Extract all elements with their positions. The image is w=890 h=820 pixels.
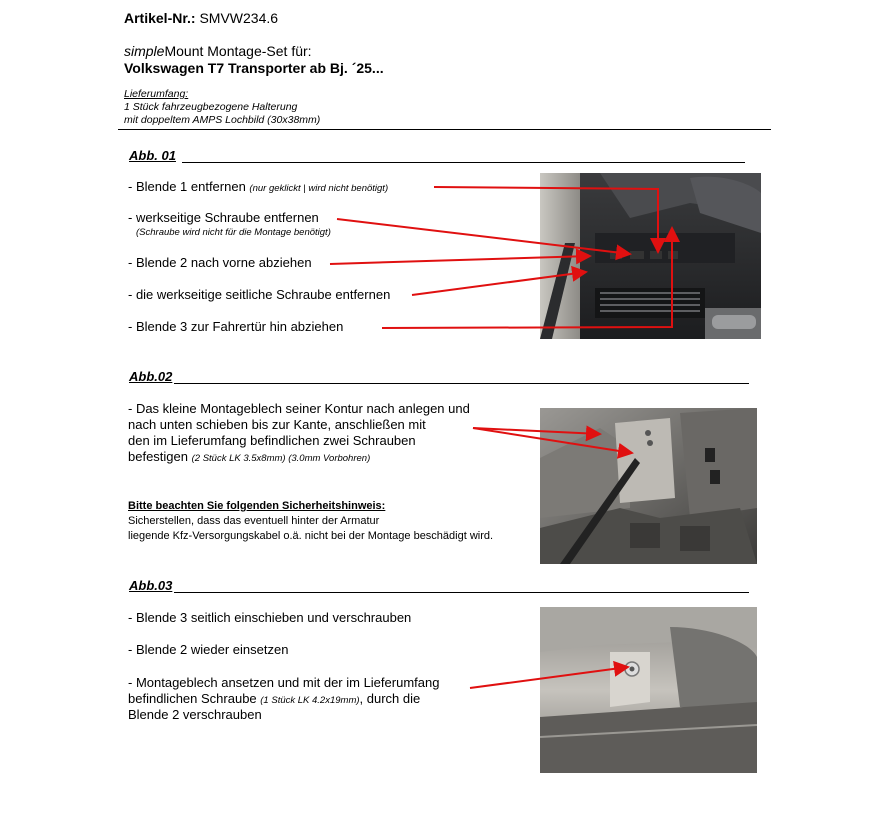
section-3-title: Abb.03 — [129, 578, 173, 593]
step-2-line-2: nach unten schieben bis zur Kante, anschließen mit — [128, 417, 426, 432]
brand-rest: Mount Montage-Set für: — [164, 43, 312, 59]
section-2-rule — [174, 383, 749, 384]
step-1-5: - Blende 3 zur Fahrertür hin abziehen — [128, 319, 344, 334]
bracket-photo-drawing — [540, 408, 757, 564]
scope-line-2: mit doppeltem AMPS Lochbild (30x38mm) — [124, 114, 321, 126]
dashboard-photo-drawing — [540, 173, 761, 339]
article-value: SMVW234.6 — [199, 10, 279, 26]
step-3-3-line-1: - Montageblech ansetzen und mit der im Lieferumfang — [128, 675, 440, 690]
step-1-1-text: - Blende 1 entfernen — [128, 179, 250, 194]
safety-notice-line-2: liegende Kfz-Versorgungskabel o.ä. nicht bei der Montage beschädigt wird. — [128, 530, 494, 542]
section-1-rule — [182, 162, 745, 163]
product-name — [124, 43, 312, 59]
step-2-line-3: den im Lieferumfang befindlichen zwei Schrauben — [128, 433, 416, 448]
safety-notice-line-1: Sicherstellen, dass das eventuell hinter der Armatur — [128, 515, 380, 527]
photo-abb-02 — [540, 408, 757, 564]
step-2-line-4 — [128, 449, 370, 464]
vehicle-title: Volkswagen T7 Transporter ab Bj. ´25... — [124, 60, 384, 76]
step-3-2: - Blende 2 wieder einsetzen — [128, 642, 289, 657]
safety-notice-title: Bitte beachten Sie folgenden Sicherheitshinweis: — [128, 500, 386, 512]
step-3-3-line-2 — [128, 691, 420, 706]
step-3-3-note: (1 Stück LK 4.2x19mm) — [260, 695, 360, 706]
step-3-3-line-2-a: befindlichen Schraube — [128, 691, 261, 706]
step-1-2: - werkseitige Schraube entfernen — [128, 210, 319, 225]
step-3-3-line-3: Blende 2 verschrauben — [128, 707, 262, 722]
article-number — [124, 10, 278, 26]
photo-abb-01 — [540, 173, 761, 339]
section-3-rule — [174, 592, 749, 593]
photo-abb-03 — [540, 607, 757, 773]
brand-italic: simple — [124, 43, 165, 59]
step-1-4: - die werkseitige seitliche Schraube entfernen — [128, 287, 391, 302]
step-1-1-note: (nur geklickt | wird nicht benötigt) — [249, 183, 389, 194]
step-1-3: - Blende 2 nach vorne abziehen — [128, 255, 312, 270]
step-3-1: - Blende 3 seitlich einschieben und verschrauben — [128, 610, 412, 625]
step-1-1 — [128, 179, 388, 194]
panel-photo-drawing — [540, 607, 757, 773]
step-3-3-line-2-b: , durch die — [359, 691, 421, 706]
section-2-title: Abb.02 — [129, 369, 173, 384]
scope-title: Lieferumfang: — [124, 88, 189, 100]
scope-line-1: 1 Stück fahrzeugbezogene Halterung — [124, 101, 298, 113]
section-1-title: Abb. 01 — [129, 148, 176, 163]
step-2-note: (2 Stück LK 3.5x8mm) (3.0mm Vorbohren) — [191, 453, 371, 464]
article-label: Artikel-Nr.: — [124, 10, 196, 26]
step-2-line-4-text: befestigen — [128, 449, 192, 464]
step-2-line-1: - Das kleine Montageblech seiner Kontur nach anlegen und — [128, 401, 470, 416]
header-divider — [118, 129, 771, 130]
step-1-2-note: (Schraube wird nicht für die Montage benötigt) — [136, 227, 331, 238]
